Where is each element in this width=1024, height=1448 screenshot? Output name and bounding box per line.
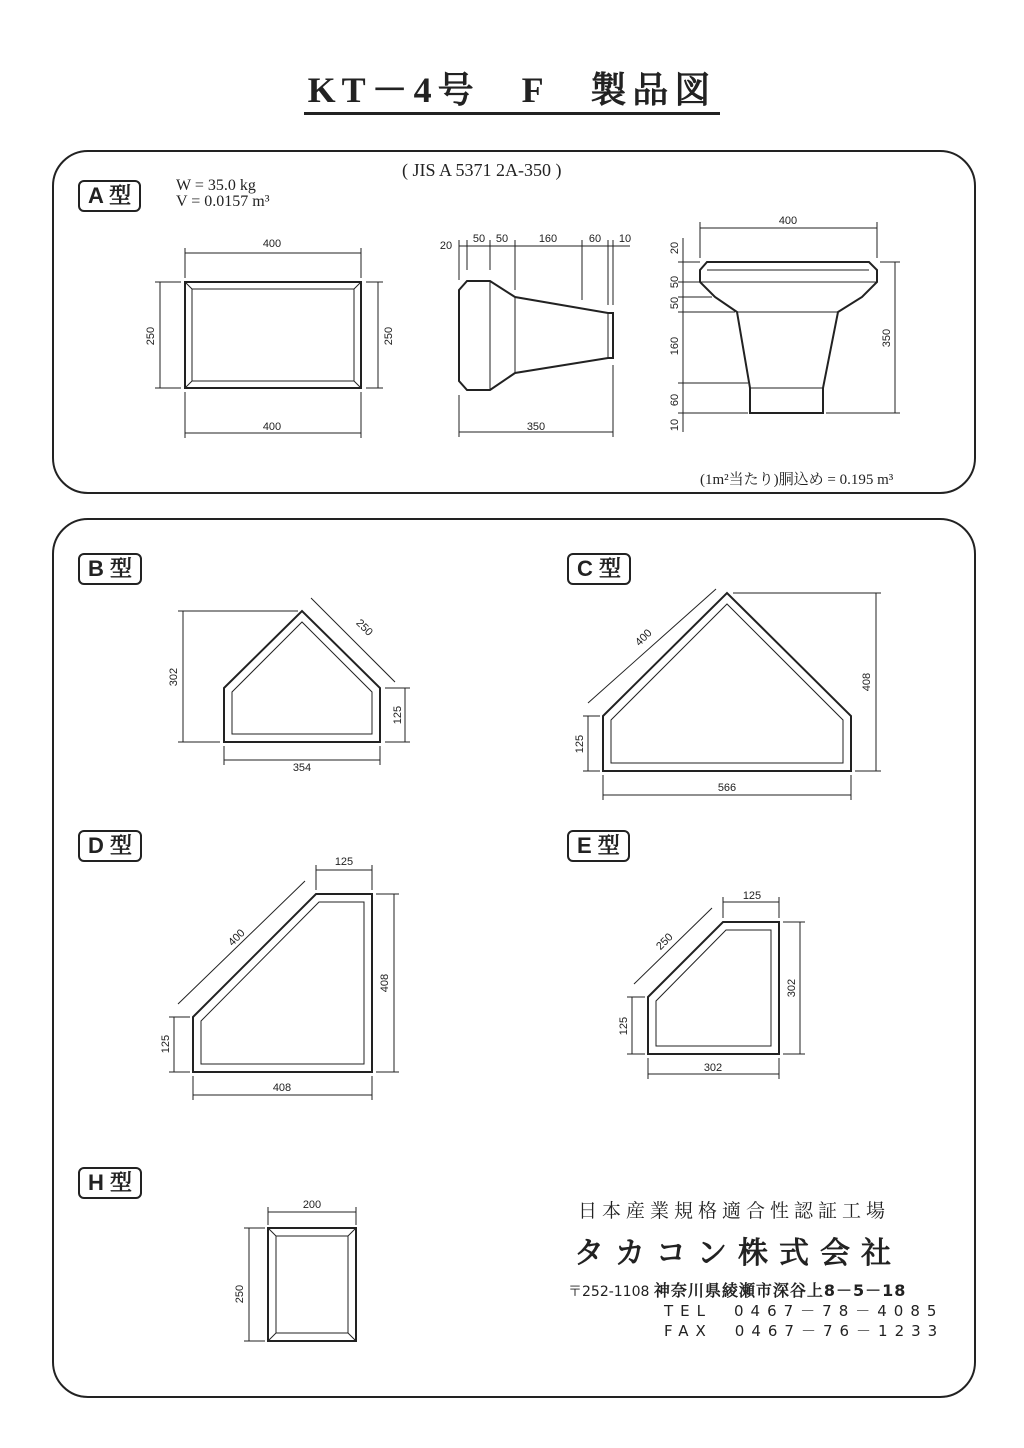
dim-d-base: 408	[272, 1082, 292, 1094]
dim-a-sec-10: 10	[669, 418, 681, 432]
postal-code: 〒252-1108	[568, 1284, 650, 1300]
dim-c-base: 566	[717, 782, 737, 794]
dim-a-side-160: 160	[538, 233, 558, 245]
type-c-drawing	[574, 589, 881, 800]
dim-a-front-left: 250	[145, 326, 157, 346]
type-a-side-view	[440, 233, 631, 437]
dim-b-height: 302	[168, 667, 180, 687]
dim-b-base: 354	[292, 762, 312, 774]
fill-note: (1m²当たり)胴込め = 0.195 m³	[700, 472, 894, 488]
dim-a-side-total: 350	[526, 421, 546, 433]
dim-c-slope: 400	[633, 627, 655, 649]
type-h-label: H 型	[78, 1167, 142, 1199]
dim-e-side: 125	[618, 1016, 630, 1036]
dim-a-side-50b: 50	[495, 233, 509, 245]
type-c-label: C 型	[567, 553, 631, 585]
dim-b-slope: 250	[353, 617, 375, 639]
dim-a-sec-60: 60	[669, 393, 681, 407]
dim-a-side-10: 10	[618, 233, 632, 245]
type-a-section-view	[669, 215, 900, 432]
address: 神奈川県綾瀬市深谷上8－5－18	[653, 1281, 907, 1300]
dim-d-side: 125	[160, 1034, 172, 1054]
dim-a-front-right: 250	[383, 326, 395, 346]
jis-standard: ( JIS A 5371 2A-350 )	[402, 160, 562, 180]
address-line	[568, 1278, 906, 1301]
dim-a-front-top: 400	[262, 238, 282, 250]
dim-c-height: 408	[861, 672, 873, 692]
type-e-label: E 型	[567, 830, 630, 862]
dim-d-slope: 400	[226, 927, 248, 949]
type-e-drawing	[618, 890, 805, 1079]
dim-b-side: 125	[392, 705, 404, 725]
dim-a-sec-160: 160	[669, 336, 681, 356]
type-a-label: A 型	[78, 180, 141, 212]
dim-a-side-20: 20	[439, 240, 453, 252]
dim-d-height: 408	[379, 973, 391, 993]
dim-a-side-60: 60	[588, 233, 602, 245]
type-h-drawing	[234, 1199, 356, 1341]
type-d-drawing	[160, 856, 399, 1100]
dim-e-slope: 250	[654, 931, 676, 953]
dim-a-sec-50a: 50	[669, 275, 681, 289]
tel-number: TEL 0467－78－4085	[664, 1302, 944, 1320]
dim-a-sec-height: 350	[881, 328, 893, 348]
weight-value: W = 35.0 kg	[176, 177, 256, 194]
type-a-front-view	[145, 238, 395, 438]
type-d-label: D 型	[78, 830, 142, 862]
dim-a-sec-50b: 50	[669, 296, 681, 310]
volume-value: V = 0.0157 m³	[176, 193, 270, 210]
fax-number: FAX 0467－76－1233	[664, 1322, 945, 1340]
dim-c-side: 125	[574, 734, 586, 754]
company-name: タカコン株式会社	[574, 1236, 902, 1271]
page-title: KT－4号 F 製品図	[0, 62, 1024, 113]
dim-e-height: 302	[786, 978, 798, 998]
dim-h-width: 200	[302, 1199, 322, 1211]
type-b-label: B 型	[78, 553, 142, 585]
dim-e-top: 125	[742, 890, 762, 902]
dim-e-base: 302	[703, 1062, 723, 1074]
dim-d-top: 125	[334, 856, 354, 868]
dim-a-side-50a: 50	[472, 233, 486, 245]
type-b-drawing	[168, 598, 410, 774]
dim-a-sec-20: 20	[669, 241, 681, 255]
certification-text: 日本産業規格適合性認証工場	[578, 1200, 891, 1222]
dim-h-height: 250	[234, 1284, 246, 1304]
dim-a-sec-top: 400	[778, 215, 798, 227]
dim-a-front-bottom: 400	[262, 421, 282, 433]
